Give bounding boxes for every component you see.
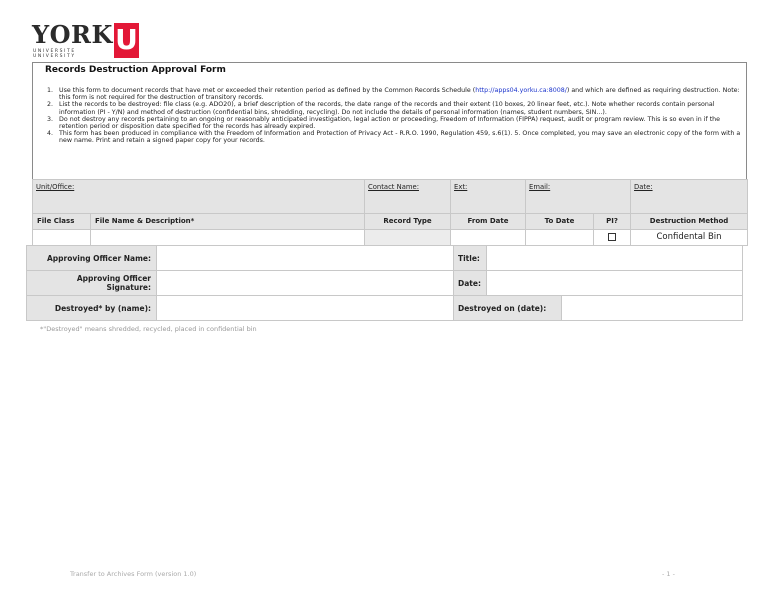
instruction-text: ) and which are defined as requiring destruction. Note: this form is not required for the destruction of transitory records. [59,87,740,102]
logo-u-mark: U [115,23,138,56]
instruction-item [47,130,747,144]
form-title: Records Destruction Approval Form [45,65,226,75]
footer-form-version: Transfer to Archives Form (version 1.0) [70,570,197,578]
unit-office-field[interactable]: Unit/Office: [33,180,365,214]
approving-officer-name-label: Approving Officer Name: [27,246,157,271]
destroyed-on-input[interactable] [562,296,743,321]
date-field[interactable]: Date: [631,180,748,214]
footer-page-number: - 1 - [662,570,675,578]
instruction-item [47,116,747,130]
file-name-input[interactable] [91,230,365,246]
destroyed-by-input[interactable] [157,296,454,321]
signature-row [27,271,743,296]
records-table [32,179,748,246]
instructions-box [32,62,747,180]
title-input[interactable] [487,246,743,271]
title-label: Title: [454,246,487,271]
record-type-select[interactable] [365,230,451,246]
approval-date-input[interactable] [487,271,743,296]
instructions-list [47,87,747,145]
col-destruction-method: Destruction Method [631,214,748,230]
approving-officer-name-input[interactable] [157,246,454,271]
approving-officer-signature-label: Approving Officer Signature: [27,271,157,296]
contact-name-field[interactable]: Contact Name: [365,180,451,214]
col-record-type: Record Type [365,214,451,230]
email-field[interactable]: Email: [526,180,631,214]
instruction-text: This form has been produced in compliance with the Freedom of Information and Protection of Privacy Act - R.R.O. 1990, Regulation 459, s.6(1). 5. Once completed, you may save an electronic copy of the form with a new name. Print and retain a signed paper copy for your records. [59,130,741,145]
instruction-number: 2. [47,101,54,109]
approval-date-label: Date: [454,271,487,296]
to-date-input[interactable] [526,230,594,246]
col-pi: PI? [594,214,631,230]
destroyed-footnote: *"Destroyed" means shredded, recycled, placed in confidential bin [40,325,257,333]
logo-line-university: UNIVERSITY [33,54,76,59]
logo-line-universite: UNIVERSITE [33,49,76,54]
instruction-text: List the records to be destroyed: file class (e.g. ADO20), a brief description of the records, the date range of the records and their extent (10 boxes, 20 linear feet, etc.). Note whether records contain personal information (PI - Y/N) and method of destruction (confidential bins, shredding, recycling). Do not include the details of personal information (names, student numbers, SIN...). [59,101,715,116]
destroyed-by-label: Destroyed* by (name): [27,296,157,321]
approving-officer-row [27,246,743,271]
instruction-number: 4. [47,130,54,138]
approval-table [26,245,743,321]
york-university-logo [32,20,142,59]
ext-field[interactable]: Ext: [451,180,526,214]
pi-cell [594,230,631,246]
instruction-text: Do not destroy any records pertaining to an ongoing or reasonably anticipated investigation, legal action or proceeding, Freedom of Information (FIPPA) request, audit or program review. This is so even in if the retention period or disposition date specified for the records has already expired. [59,115,721,131]
instruction-item [47,101,747,115]
col-file-name: File Name & Description* [91,214,365,230]
instruction-text: Use this form to document records that have met or exceeded their retention period as defined by the Common Records Schedule ( [59,87,476,94]
approving-officer-signature-input[interactable] [157,271,454,296]
destroyed-row [27,296,743,321]
logo-wordmark: YORK [32,20,113,49]
file-class-input[interactable] [33,230,91,246]
destroyed-on-label: Destroyed on (date): [454,296,562,321]
records-schedule-link[interactable]: http://apps04.yorku.ca:8008/ [475,87,567,94]
pi-checkbox[interactable] [608,233,616,241]
contact-info-row [33,180,748,214]
col-to-date: To Date [526,214,594,230]
col-file-class: File Class [33,214,91,230]
instruction-number: 3. [47,115,54,123]
table-row [33,230,748,246]
col-from-date: From Date [451,214,526,230]
column-header-row [33,214,748,230]
destruction-method-select[interactable]: Confidental Bin [631,230,748,246]
from-date-input[interactable] [451,230,526,246]
instruction-number: 1. [47,87,54,94]
instruction-item [47,87,747,101]
